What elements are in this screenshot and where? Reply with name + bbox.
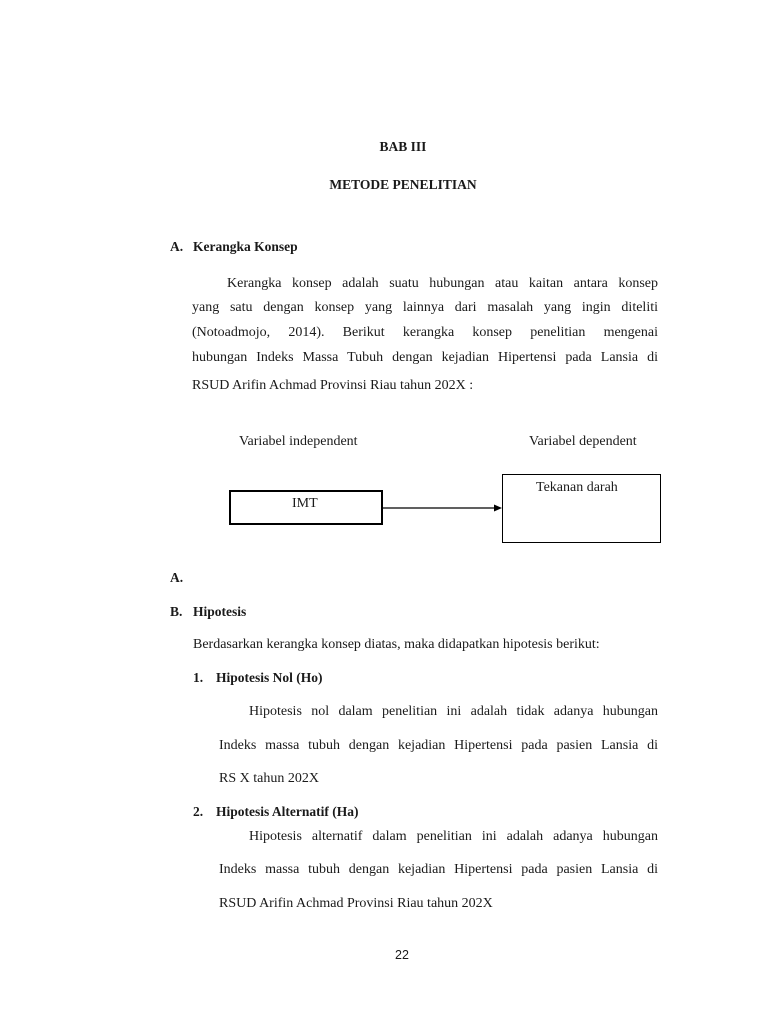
dependent-variable-label: Variabel dependent: [529, 434, 637, 449]
stray-list-marker: A.: [170, 570, 184, 585]
chapter-number: BAB III: [379, 139, 427, 154]
section-a-marker: A.: [170, 239, 184, 254]
independent-variable-box-label: IMT: [292, 496, 318, 511]
dependent-variable-box-label: Tekanan darah: [536, 480, 618, 495]
independent-variable-box: [229, 490, 383, 525]
section-b-intro: Berdasarkan kerangka konsep diatas, maka didapatkan hipotesis berikut:: [193, 637, 600, 652]
hypothesis-1-line-1: Hipotesis nol dalam penelitian ini adalah tidak adanya hubungan: [249, 704, 658, 719]
hypothesis-2-number: 2.: [193, 804, 204, 819]
hypothesis-2-line-2: Indeks massa tubuh dengan kejadian Hipertensi pada pasien Lansia di: [219, 862, 658, 877]
section-a-paragraph-line-4: hubungan Indeks Massa Tubuh dengan kejadian Hipertensi pada Lansia di: [192, 350, 658, 365]
section-a-paragraph-line-3: (Notoadmojo, 2014). Berikut kerangka konsep penelitian mengenai: [192, 325, 658, 340]
independent-variable-label: Variabel independent: [239, 434, 358, 449]
hypothesis-1-number: 1.: [193, 670, 204, 685]
dependent-variable-box: [502, 474, 661, 543]
chapter-title: METODE PENELITIAN: [329, 177, 477, 192]
page-number: 22: [395, 948, 409, 962]
section-a-paragraph-line-1: Kerangka konsep adalah suatu hubungan atau kaitan antara konsep: [227, 276, 658, 291]
relationship-arrow-head: [494, 505, 502, 512]
section-a-paragraph-line-5: RSUD Arifin Achmad Provinsi Riau tahun 202X :: [192, 378, 474, 393]
section-b-heading: Hipotesis: [193, 604, 247, 619]
hypothesis-1-title: Hipotesis Nol (Ho): [216, 670, 323, 685]
hypothesis-2-line-1: Hipotesis alternatif dalam penelitian ini adalah adanya hubungan: [249, 829, 658, 844]
hypothesis-2-title: Hipotesis Alternatif (Ha): [216, 804, 359, 819]
section-a-paragraph-line-2: yang satu dengan konsep yang lainnya dari masalah yang ingin diteliti: [192, 300, 658, 315]
hypothesis-1-line-2: Indeks massa tubuh dengan kejadian Hipertensi pada pasien Lansia di: [219, 738, 658, 753]
hypothesis-2-line-3: RSUD Arifin Achmad Provinsi Riau tahun 202X: [219, 896, 493, 911]
hypothesis-1-line-3: RS X tahun 202X: [219, 771, 319, 786]
section-b-marker: B.: [170, 604, 183, 619]
section-a-heading: Kerangka Konsep: [193, 239, 298, 254]
relationship-arrow: [383, 502, 503, 514]
